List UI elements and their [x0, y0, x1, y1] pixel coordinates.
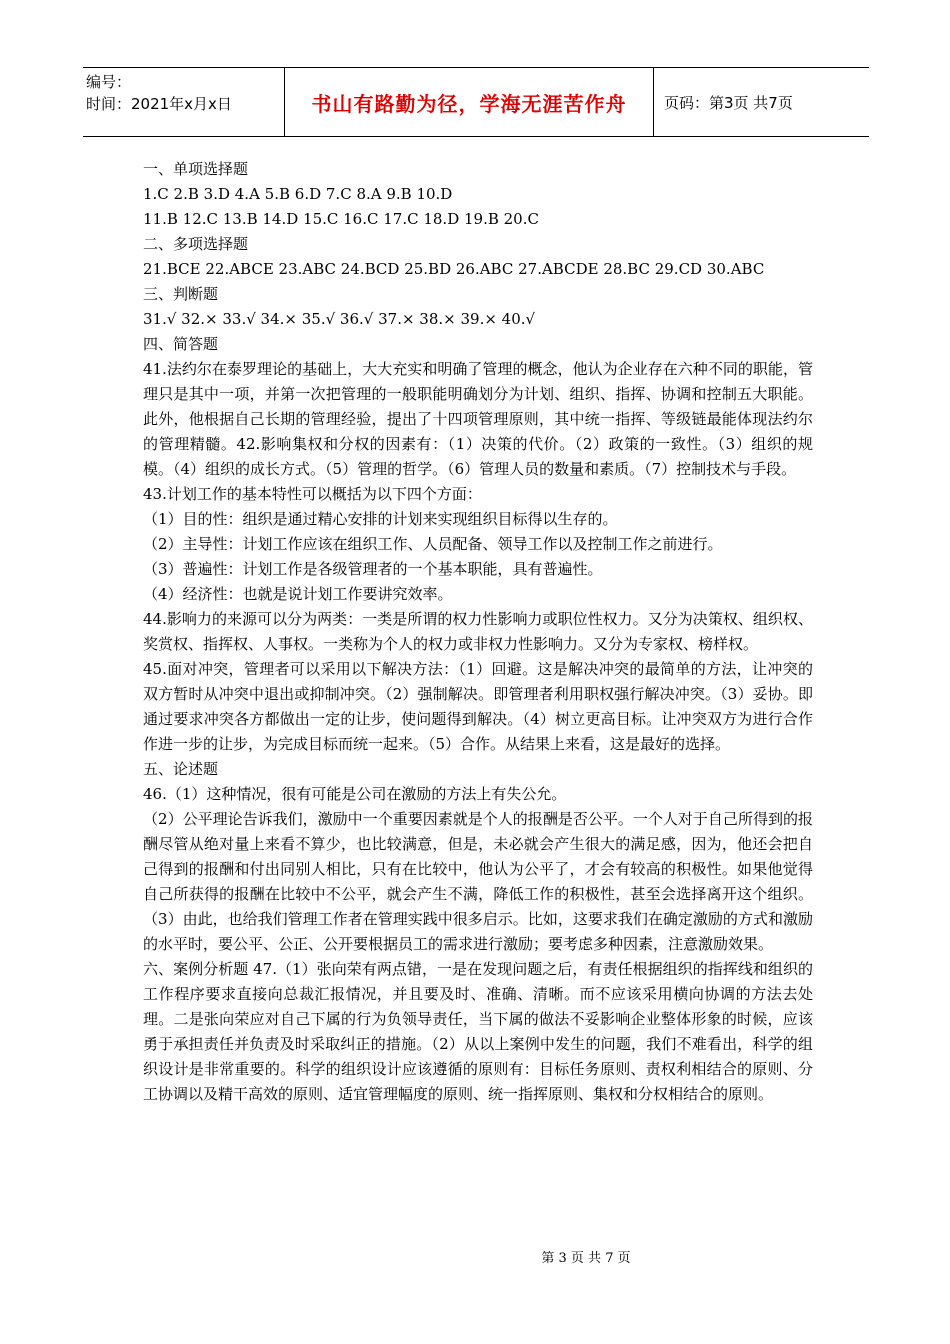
- answer-46-part-2: （2）公平理论告诉我们，激励中一个重要因素就是个人的报酬是否公平。一个人对于自己所得到的报酬尽管从绝对量上来看不算少，也比较满意，但是，未必就会产生很大的满足感，因为，他还会把自己得到的报酬和付出同别人相比，只有在比较中，他认为公平了，才会有较高的积极性。如果他觉得自己所获得的报酬在比较中不公平，就会产生不满，降低工作的积极性，甚至会选择离开这个组织。（3）由此，也给我们管理工作者在管理实践中很多启示。比如，这要求我们在确定激励的方式和激励的水平时，要公平、公正、公开要根据员工的需求进行激励；要考虑多种因素，注意激励效果。: [143, 810, 813, 953]
- answer-43-item-3: （3）普遍性：计划工作是各级管理者的一个基本职能，具有普遍性。: [143, 560, 603, 578]
- heading-short-answer: 四、简答题: [143, 335, 219, 353]
- answers-31-40: 31.√ 32.× 33.√ 34.× 35.√ 36.√ 37.× 38.× 39.× 40.√: [143, 310, 536, 328]
- answer-45: 45.面对冲突，管理者可以采用以下解决方法：（1）回避。这是解决冲突的最简单的方法，让冲突的双方暂时从冲突中退出或抑制冲突。（2）强制解决。即管理者利用职权强行解决冲突。（3）妥协。即通过要求冲突各方都做出一定的让步，使问题得到解决。（4）树立更高目标。让冲突双方为进行合作作进一步的让步，为完成目标而统一起来。（5）合作。从结果上来看，这是最好的选择。: [143, 660, 813, 753]
- document-body: [143, 157, 813, 1107]
- heading-multiple-choice: 二、多项选择题: [143, 235, 249, 253]
- answer-43-item-2: （2）主导性：计划工作应该在组织工作、人员配备、领导工作以及控制工作之前进行。: [143, 535, 723, 553]
- answer-47-case-analysis: 六、案例分析题 47.（1）张向荣有两点错，一是在发现问题之后，有责任根据组织的指挥线和组织的工作程序要求直接向总裁汇报情况，并且要及时、准确、清晰。而不应该采用横向协调的方法去处理。二是张向荣应对自己下属的行为负领导责任，当下属的做法不妥影响企业整体形象的时候，应该勇于承担责任并负责及时采取纠正的措施。（2）从以上案例中发生的问题，我们不难看出，科学的组织设计是非常重要的。科学的组织设计应该遵循的原则有：目标任务原则、责权利相结合的原则、分工协调以及精干高效的原则、适宜管理幅度的原则、统一指挥原则、集权和分权相结合的原则。: [143, 960, 813, 1103]
- heading-essay: 五、论述题: [143, 760, 219, 778]
- header-motto-cell: [284, 68, 654, 136]
- page-footer: [0, 1247, 950, 1266]
- page-header: [83, 67, 869, 137]
- answers-1-10: 1.C 2.B 3.D 4.A 5.B 6.D 7.C 8.A 9.B 10.D: [143, 185, 453, 203]
- answers-21-30: 21.BCE 22.ABCE 23.ABC 24.BCD 25.BD 26.ABC 27.ABCDE 28.BC 29.CD 30.ABC: [143, 260, 765, 278]
- footer-page-number: 第 3 页 共 7 页: [541, 1251, 631, 1266]
- answer-43-intro: 43.计划工作的基本特性可以概括为以下四个方面：: [143, 485, 482, 503]
- header-page-cell: [654, 68, 869, 136]
- answers-11-20: 11.B 12.C 13.B 14.D 15.C 16.C 17.C 18.D 19.B 20.C: [143, 210, 539, 228]
- answer-44: 44.影响力的来源可以分为两类：一类是所谓的权力性影响力或职位性权力。又分为决策权、组织权、奖赏权、指挥权、人事权。一类称为个人的权力或非权力性影响力。又分为专家权、榜样权。: [143, 610, 813, 653]
- answer-43-item-4: （4）经济性：也就是说计划工作要讲究效率。: [143, 585, 453, 603]
- answer-43-item-1: （1）目的性：组织是通过精心安排的计划来实现组织目标得以生存的。: [143, 510, 618, 528]
- date-label: 时间：2021年x月x日: [86, 95, 232, 113]
- answer-46-part-1: 46.（1）这种情况，很有可能是公司在激励的方法上有失公允。: [143, 785, 567, 803]
- serial-label: 编号：: [86, 73, 132, 91]
- header-left-cell: [83, 68, 284, 136]
- heading-single-choice: 一、单项选择题: [143, 160, 249, 178]
- answer-41-42: 41.法约尔在泰罗理论的基础上，大大充实和明确了管理的概念，他认为企业存在六种不同的职能，管理只是其中一项，并第一次把管理的一般职能明确划分为计划、组织、指挥、协调和控制五大职能。此外，他根据自己长期的管理经验，提出了十四项管理原则，其中统一指挥、等级链最能体现法约尔的管理精髓。42.影响集权和分权的因素有：（1）决策的代价。（2）政策的一致性。（3）组织的规模。（4）组织的成长方式。（5）管理的哲学。（6）管理人员的数量和素质。（7）控制技术与手段。: [143, 360, 813, 478]
- header-page-label: 页码：第3页 共7页: [664, 93, 793, 112]
- motto-text: 书山有路勤为径，学海无涯苦作舟: [311, 91, 627, 116]
- heading-true-false: 三、判断题: [143, 285, 219, 303]
